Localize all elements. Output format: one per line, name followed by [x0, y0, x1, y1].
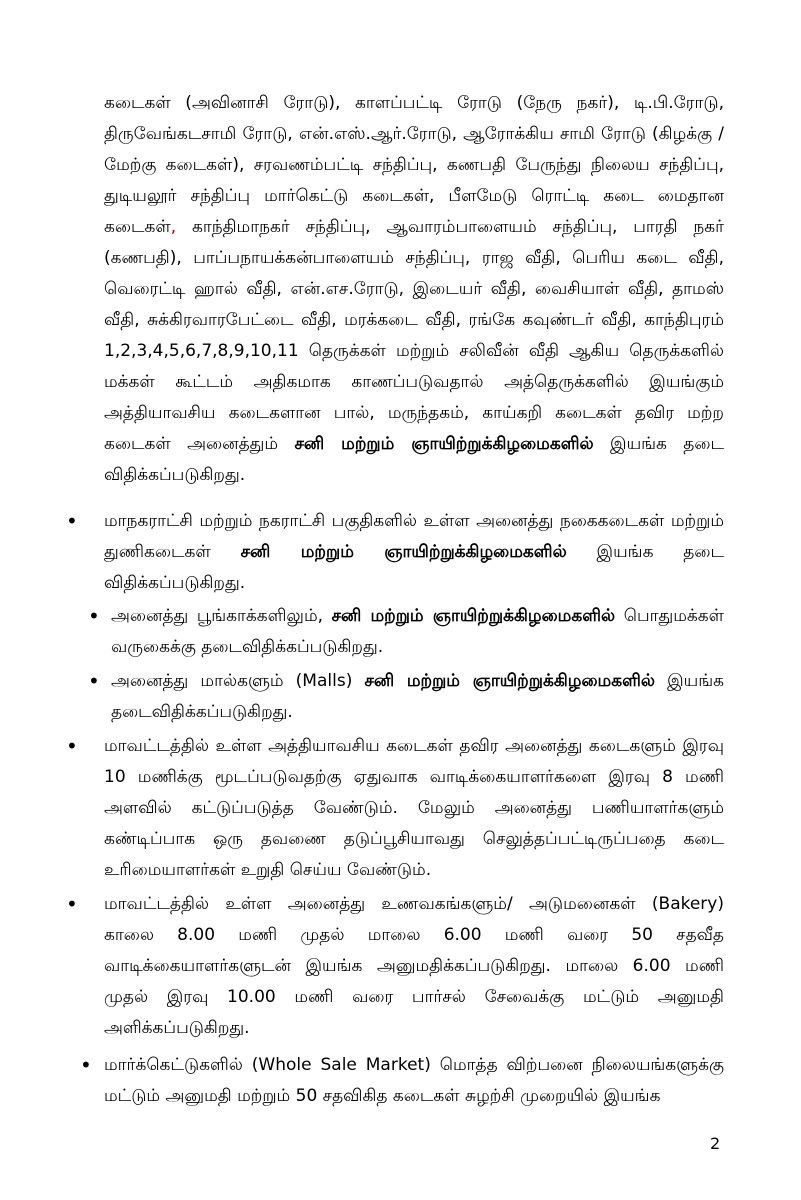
- bullet-marker: •: [66, 509, 78, 533]
- bullet-item-malls: [111, 666, 724, 728]
- intro-text-part1: கடைகள் (அவினாசி ரோடு), காளப்பட்டி ரோடு (நேரு நகர்), டி.பி.ரோடு, திருவேங்கடசாமி ரோடு, என்.எஸ்.ஆர்.ரோடு, ஆரோக்கிய சாமி ரோடு (கிழக்கு / மேற்கு கடைகள்), சரவணம்பட்டி சந்திப்பு, கணபதி பேருந்து நிலைய சந்திப்பு, துடியலூர் சந்திப்பு மார்கெட்டு கடைகள், பீளமேடு ரொட்டி கடை மைதான கடைகள்: [104, 93, 724, 237]
- bullet-text: மாவட்டத்தில் உள்ள அத்தியாவசிய கடைகள் தவிர அனைத்து கடைகளும் இரவு 10 மணிக்கு மூடப்படுவதற்கு ஏதுவாக வாடிக்கையாளர்களை இரவு 8 மணி அளவில் கட்டுப்படுத்த வேண்டும். மேலும் அனைத்து பணியாளர்களும் கண்டிப்பாக ஒரு தவணை தடுப்பூசியாவது செலுத்தப்பட்டிருப்பதை கடை உரிமையாளர்கள் உறுதி செய்ய வேண்டும்.: [104, 736, 724, 880]
- bullet-bold-days: சனி மற்றும் ஞாயிற்றுக்கிழமைகளில்: [240, 542, 567, 562]
- bullet-item-restaurants: [104, 889, 724, 1044]
- bullet-item-shop-hours: [104, 731, 724, 886]
- bullet-bold-days: சனி மற்றும் ஞாயிற்றுக்கிழமைகளில்: [364, 671, 655, 691]
- intro-paragraph: [104, 88, 724, 491]
- bullet-marker: •: [66, 892, 78, 916]
- page-number: 2: [710, 1134, 721, 1153]
- bullet-marker: •: [66, 734, 78, 758]
- bullet-text: மார்க்கெட்டுகளில் (Whole Sale Market) மொத்த விற்பனை நிலையங்களுக்கு மட்டும் அனுமதி மற்றும் 50 சதவிகித கடைகள் சுழற்சி முறையில் இயங்க: [104, 1055, 724, 1106]
- bullet-bold-days: சனி மற்றும் ஞாயிற்றுக்கிழமைகளில்: [331, 606, 616, 626]
- bullet-text: மாநகராட்சி மற்றும் நகராட்சி பகுதிகளில் உள்ள அனைத்து நகைகடைகள் மற்றும் துணிகடைகள்: [104, 511, 724, 562]
- intro-red-comma: ,: [170, 217, 177, 237]
- bullet-item-markets: [104, 1050, 724, 1112]
- bullet-text: இயங்க தடை விதிக்கப்படுகிறது.: [104, 542, 724, 593]
- intro-bold-days: சனி மற்றும் ஞாயிற்றுக்கிழமைகளில்: [294, 434, 594, 454]
- bullet-text: இயங்க தடைவிதிக்கப்படுகிறது.: [111, 671, 724, 722]
- bullet-marker: •: [88, 604, 100, 628]
- bullet-item-parks: [111, 601, 724, 663]
- bullet-text: அனைத்து பூங்காக்களிலும்,: [111, 606, 332, 626]
- bullet-text: மாவட்டத்தில் உள்ள அனைத்து உணவகங்களும்/ அடுமனைகள் (Bakery) காலை 8.00 மணி முதல் மாலை 6.00 மணி வரை 50 சதவீத வாடிக்கையாளர்களுடன் இயங்க அனுமதிக்கப்படுகிறது. மாலை 6.00 மணி முதல் இரவு 10.00 மணி வரை பார்சல் சேவைக்கு மட்டும் அனுமதி அளிக்கப்படுகிறது.: [104, 894, 724, 1038]
- intro-text-part2: காந்திமாநகர் சந்திப்பு, ஆவாரம்பாளையம் சந்திப்பு, பாரதி நகர் (கணபதி), பாப்பநாயக்கன்பாளையம் சந்திப்பு, ராஜ வீதி, பெரிய கடை வீதி, வெரைட்டி ஹால் வீதி, என்.எச.ரோடு, இடையர் வீதி, வைசியாள் வீதி, தாமஸ் வீதி, சுக்கிரவாரபேட்டை வீதி, மரக்கடை வீதி, ரங்கே கவுண்டர் வீதி, காந்திபுரம் 1,2,3,4,5,6,7,8,9,10,11 தெருக்கள் மற்றும் சலிவீன் வீதி ஆகிய தெருக்களில் மக்கள் கூட்டம் அதிகமாக காணப்படுவதால் அத்தெருக்களில் இயங்கும் அத்தியாவசிய கடைகளான பால், மருந்தகம், காய்கறி கடைகள் தவிர மற்ற கடைகள் அனைத்தும்: [104, 217, 724, 454]
- bullet-marker: •: [88, 669, 100, 693]
- bullet-text: அனைத்து மால்களும் (Malls): [111, 671, 365, 691]
- bullet-text: பொதுமக்கள் வருகைக்கு தடைவிதிக்கப்படுகிறது.: [111, 606, 724, 657]
- bullet-item-jewellery: [104, 506, 724, 599]
- intro-text-part3: இயங்க தடை விதிக்கப்படுகிறது.: [104, 434, 724, 485]
- bullet-marker: •: [80, 1053, 92, 1077]
